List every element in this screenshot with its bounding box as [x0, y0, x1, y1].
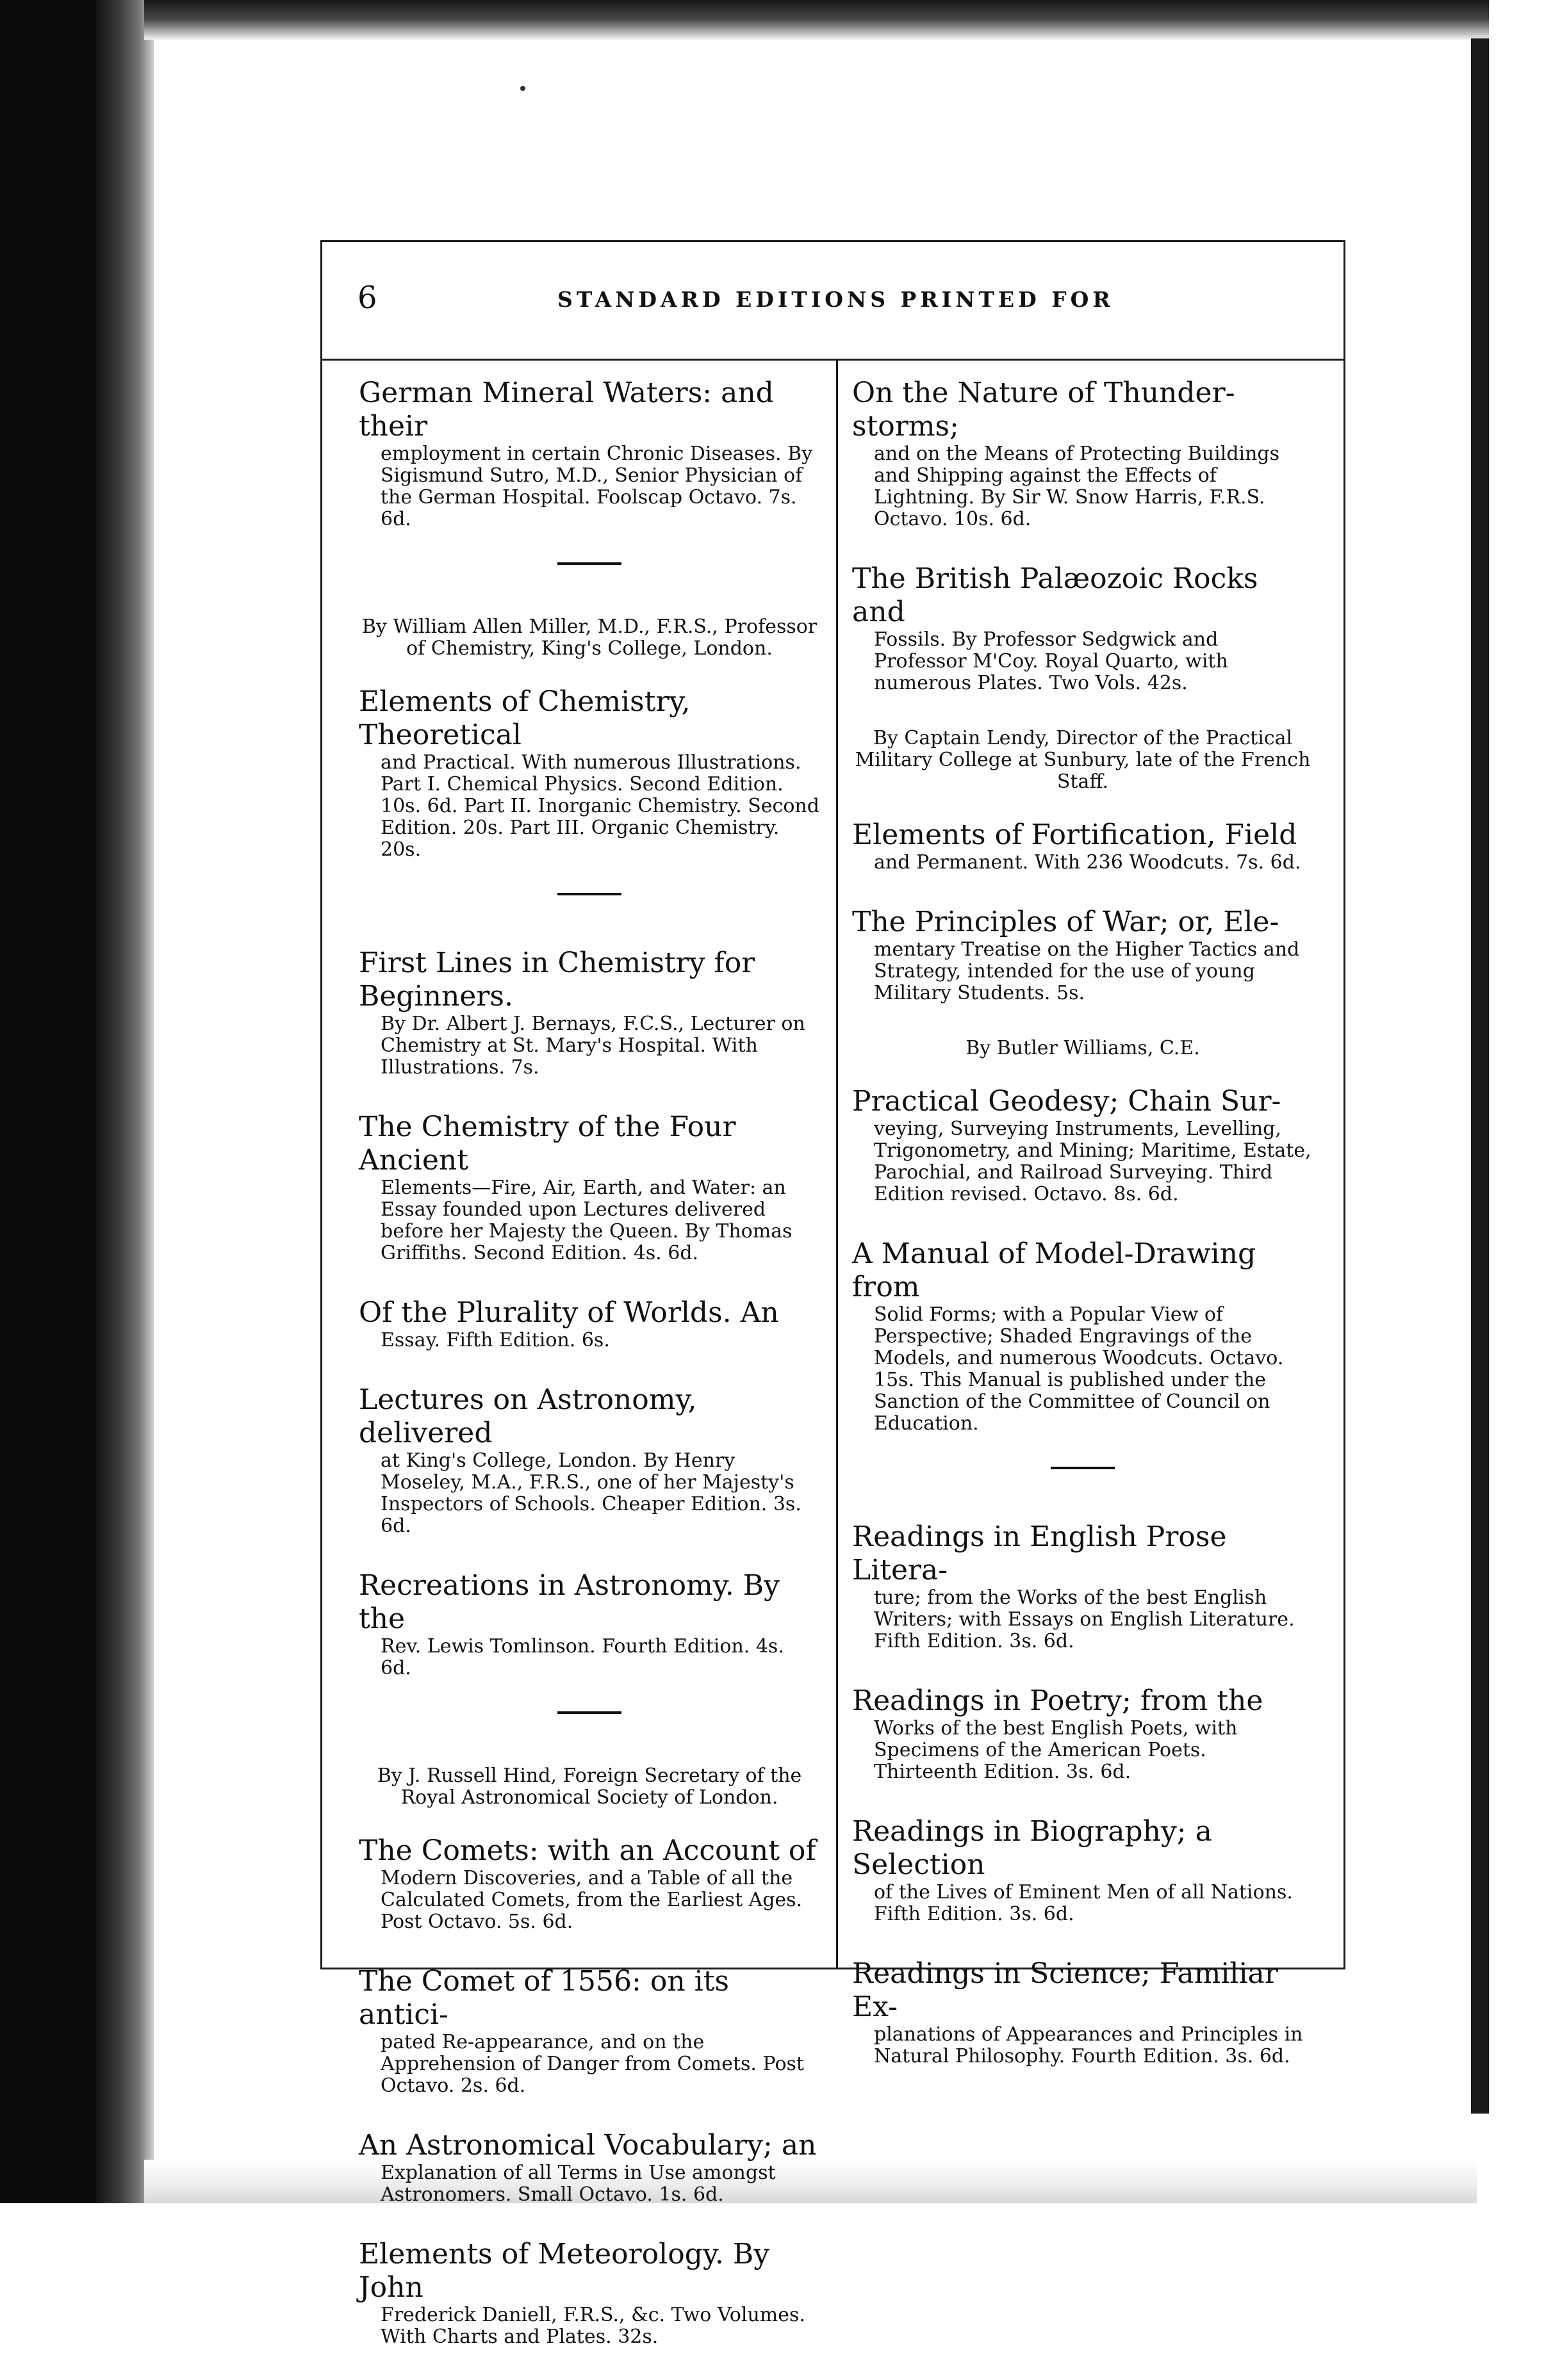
catalogue-entry [359, 1834, 820, 1933]
catalogue-entry [359, 1383, 820, 1537]
catalogue-entry [359, 2129, 820, 2206]
entry-title: The Comet of 1556: on its antici- [359, 1965, 729, 2031]
catalogue-entry [359, 947, 820, 1079]
author-heading: By Captain Lendy, Director of the Practical Military College at Sunbury, late of the French Staff. [855, 727, 1311, 793]
catalogue-entry [359, 2238, 820, 2348]
author-heading: By William Allen Miller, M.D., F.R.S., Professor of Chemistry, King's College, London. [361, 615, 818, 660]
entry-description: veying, Surveying Instruments, Levelling, Trigonometry, and Mining; Maritime, Estate, Parochial, and Railroad Surveying. Third Edition revised. Octavo. 8s. 6d. [874, 1118, 1311, 1205]
left-column [359, 377, 820, 2380]
entry-title: Readings in Poetry; from the [852, 1684, 1263, 1717]
entry-description: mentary Treatise on the Higher Tactics and Strategy, intended for the use of young Military Students. 5s. [874, 938, 1300, 1004]
section-rule [557, 1711, 621, 1714]
author-heading: By Butler Williams, C.E. [965, 1037, 1200, 1059]
entry-description: employment in certain Chronic Diseases. By Sigismund Sutro, M.D., Senior Physician of the German Hospital. Foolscap Octavo. 7s. 6d. [381, 443, 813, 530]
entry-title: The Principles of War; or, Ele- [852, 906, 1279, 938]
entry-description: Frederick Daniell, F.R.S., &c. Two Volumes. With Charts and Plates. 32s. [381, 2304, 805, 2348]
entry-title: Lectures on Astronomy, delivered [359, 1383, 697, 1449]
entry-title: Readings in English Prose Litera- [852, 1520, 1227, 1586]
catalogue-entry [359, 1569, 820, 1679]
catalogue-entry [852, 1815, 1313, 1925]
entry-title: Elements of Chemistry, Theoretical [359, 685, 691, 751]
entry-description: Rev. Lewis Tomlinson. Fourth Edition. 4s. 6d. [381, 1635, 784, 1679]
entry-description: Elements—Fire, Air, Earth, and Water: an Essay founded upon Lectures delivered before her Majesty the Queen. By Thomas Griffiths. Second Edition. 4s. 6d. [381, 1177, 793, 1264]
entry-description: ture; from the Works of the best English Writers; with Essays on English Literature. Fifth Edition. 3s. 6d. [874, 1586, 1295, 1652]
section-rule [557, 562, 621, 565]
page-number: 6 [357, 280, 377, 316]
catalogue-entry [359, 377, 820, 530]
entry-title: On the Nature of Thunder-storms; [852, 377, 1235, 443]
entry-description: and on the Means of Protecting Buildings and Shipping against the Effects of Lightning. By Sir W. Snow Harris, F.R.S. Octavo. 10s. 6d. [874, 443, 1280, 530]
entry-description: pated Re-appearance, and on the Apprehension of Danger from Comets. Post Octavo. 2s. 6d. [381, 2031, 804, 2097]
top-edge-shadow [144, 0, 1553, 40]
entry-title: Practical Geodesy; Chain Sur- [852, 1085, 1281, 1118]
catalogue-entry [852, 562, 1313, 694]
section-rule [1051, 1467, 1115, 1469]
right-column [852, 377, 1313, 2099]
catalogue-entry [359, 1111, 820, 1264]
entry-title: Readings in Science; Familiar Ex- [852, 1957, 1278, 2023]
catalogue-entry [852, 1085, 1313, 1205]
ink-speck [520, 86, 525, 91]
entry-description: Explanation of all Terms in Use amongst Astronomers. Small Octavo. 1s. 6d. [381, 2162, 776, 2206]
entry-title: An Astronomical Vocabulary; an [359, 2129, 817, 2162]
entry-title: German Mineral Waters: and their [359, 377, 774, 443]
entry-description: planations of Appearances and Principles in Natural Philosophy. Fourth Edition. 3s. 6d. [874, 2023, 1303, 2067]
catalogue-entry [852, 377, 1313, 530]
entry-title: First Lines in Chemistry for Beginners. [359, 947, 755, 1013]
entry-description: and Permanent. With 236 Woodcuts. 7s. 6d. [874, 851, 1301, 874]
entry-title: Of the Plurality of Worlds. An [359, 1296, 779, 1329]
column-divider [836, 361, 838, 1969]
catalogue-entry [359, 685, 820, 861]
catalogue-entry [852, 1237, 1313, 1435]
catalogue-entry [359, 1965, 820, 2097]
entry-description: Modern Discoveries, and a Table of all the Calculated Comets, from the Earliest Ages. Post Octavo. 5s. 6d. [381, 1867, 803, 1933]
entry-description: of the Lives of Eminent Men of all Nations. Fifth Edition. 3s. 6d. [874, 1881, 1293, 1925]
section-rule [557, 893, 621, 895]
facing-page [1489, 0, 1553, 2203]
catalogue-entry [852, 906, 1313, 1004]
entry-description: Solid Forms; with a Popular View of Perspective; Shaded Engravings of the Models, and numerous Woodcuts. Octavo. 15s. This Manual is published under the Sanction of the Committee of Council on Education. [874, 1303, 1284, 1435]
catalogue-entry [852, 1957, 1313, 2067]
entry-title: Recreations in Astronomy. By the [359, 1569, 780, 1635]
entry-description: Works of the best English Poets, with Specimens of the American Poets. Thirteenth Edition. 3s. 6d. [874, 1717, 1238, 1783]
entry-description: Fossils. By Professor Sedgwick and Professor M'Coy. Royal Quarto, with numerous Plates. Two Vols. 42s. [874, 628, 1228, 694]
entry-title: Readings in Biography; a Selection [852, 1815, 1212, 1881]
entry-title: Elements of Meteorology. By John [359, 2238, 770, 2304]
entry-title: A Manual of Model-Drawing from [852, 1237, 1256, 1303]
entry-title: The British Palæozoic Rocks and [852, 562, 1258, 628]
catalogue-entry [852, 819, 1313, 874]
running-head: STANDARD EDITIONS PRINTED FOR [557, 287, 1114, 312]
header-rule [320, 359, 1345, 361]
catalogue-entry [359, 1296, 820, 1351]
facing-page-edge [1471, 38, 1489, 2114]
entry-title: The Chemistry of the Four Ancient [359, 1111, 736, 1177]
entry-description: and Practical. With numerous Illustrations. Part I. Chemical Physics. Second Edition. 10s. 6d. Part II. Inorganic Chemistry. Second Edition. 20s. Part III. Organic Chemistry. 20s. [381, 751, 819, 861]
page-gutter-shadow [96, 0, 154, 2203]
entry-description: By Dr. Albert J. Bernays, F.C.S., Lecturer on Chemistry at St. Mary's Hospital. With Illustrations. 7s. [381, 1013, 805, 1079]
entry-title: The Comets: with an Account of [359, 1834, 816, 1867]
entry-description: Essay. Fifth Edition. 6s. [381, 1329, 610, 1351]
catalogue-entry [852, 1684, 1313, 1783]
catalogue-entry [852, 1520, 1313, 1652]
author-heading: By J. Russell Hind, Foreign Secretary of the Royal Astronomical Society of London. [377, 1765, 802, 1809]
entry-title: Elements of Fortification, Field [852, 819, 1297, 851]
entry-description: at King's College, London. By Henry Moseley, M.A., F.R.S., one of her Majesty's Inspectors of Schools. Cheaper Edition. 3s. 6d. [381, 1449, 801, 1537]
